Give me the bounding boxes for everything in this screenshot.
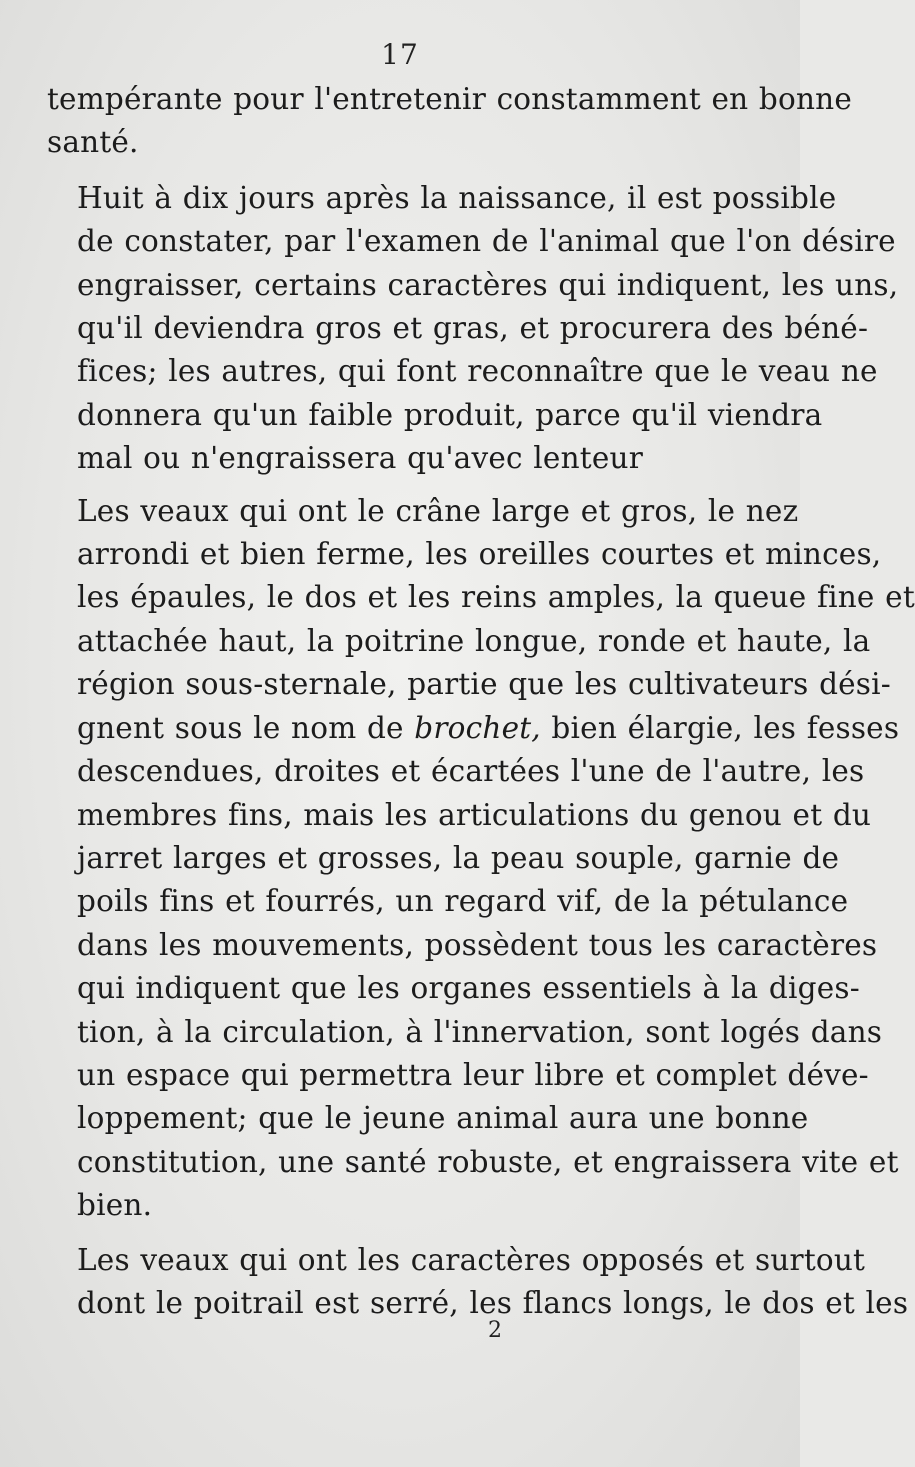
text-line: donnera qu'un faible produit, parce qu'il viendra (77, 397, 823, 432)
text-line: région sous-sternale, partie que les cultivateurs dési- (77, 667, 891, 702)
text-line: constitution, une santé robuste, et engraissera vite et (77, 1144, 899, 1179)
italic-term-brochet: brochet, (414, 710, 541, 745)
body-text (47, 78, 915, 1325)
text-line: Les veaux qui ont le crâne large et gros, le nez (77, 493, 799, 528)
text-line: dans les mouvements, possèdent tous les caractères (77, 927, 878, 962)
text-line: de constater, par l'examen de l'animal que l'on désire (77, 224, 896, 259)
text-line: arrondi et bien ferme, les oreilles courtes et minces, (77, 537, 882, 572)
text-line: fices; les autres, qui font reconnaître que le veau ne (77, 354, 878, 389)
text-fragment: bien élargie, les fesses (540, 710, 900, 745)
text-line: qui indiquent que les organes essentiels à la diges- (77, 971, 860, 1006)
text-line-brochet (47, 707, 900, 750)
text-line: engraisser, certains caractères qui indiquent, les uns, (77, 267, 899, 302)
text-line: tion, à la circulation, à l'innervation, sont logés dans (77, 1014, 883, 1049)
text-line: qu'il deviendra gros et gras, et procurera des béné- (77, 311, 869, 346)
text-line: les épaules, le dos et les reins amples, la queue fine et (77, 580, 915, 615)
text-line: santé. (47, 125, 139, 160)
paragraph-caracteres-opposes (47, 1239, 909, 1326)
text-line: jarret larges et grosses, la peau souple, garnie de (77, 840, 840, 875)
text-line: attachée haut, la poitrine longue, ronde et haute, la (77, 623, 871, 658)
text-line: bien. (77, 1188, 153, 1223)
signature-mark: 2 (488, 1318, 502, 1343)
text-line: dont le poitrail est serré, les flancs longs, le dos et les (77, 1285, 909, 1320)
page-number: 17 (381, 38, 419, 71)
text-line: loppement; que le jeune animal aura une bonne (77, 1101, 809, 1136)
text-line: un espace qui permettra leur libre et complet déve- (77, 1057, 869, 1092)
text-fragment: gnent sous le nom de (77, 710, 415, 745)
text-line: Huit à dix jours après la naissance, il est possible (77, 180, 837, 215)
text-line: descendues, droites et écartées l'une de l'autre, les (77, 754, 865, 789)
text-line: Les veaux qui ont les caractères opposés et surtout (77, 1242, 866, 1277)
text-line: mal ou n'engraissera qu'avec lenteur (77, 441, 643, 476)
text-line: poils fins et fourrés, un regard vif, de la pétulance (77, 884, 849, 919)
paragraph-continuation (47, 78, 853, 165)
paragraph-huit-a-dix-jours (47, 177, 899, 481)
paragraph-les-veaux-caracteres (47, 490, 915, 1228)
text-line: membres fins, mais les articulations du genou et du (77, 797, 872, 832)
text-line: tempérante pour l'entretenir constamment en bonne (47, 82, 853, 116)
